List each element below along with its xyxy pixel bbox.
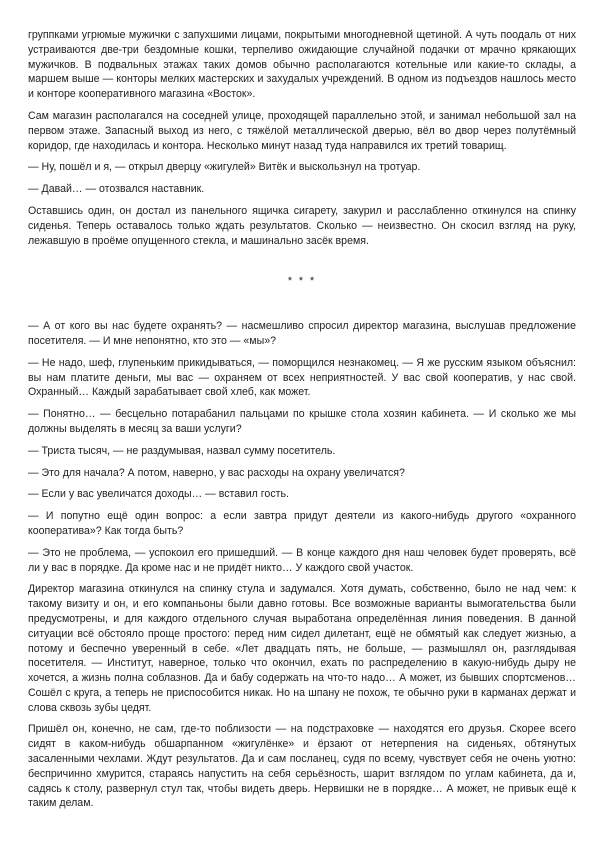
dialogue-line: — Не надо, шеф, глупеньким прикидываться, — поморщился незнакомец. — Я же русским языком объяснил: вы нам платите деньги, мы вас — охраняем от всех неприятностей. У вас свой кооператив, у нас свой. Охранный… Каждый зарабатывает свой хлеб, как может. (28, 356, 576, 399)
paragraph: группками угрюмые мужички с запухшими лицами, покрытыми многодневной щетиной. А чуть поодаль от них устраиваются две-три бездомные кошки, терпеливо ожидающие случайной подачки от мрачно крякающих мужичков. В подвальных этажах таких домов обычно располагаются котельные или какие-то склады, а маршем выше — конторы мелких мастерских и захудалых учреждений. В одном из подъездов нашлось место и конторе кооперативного магазина «Восток». (28, 29, 576, 101)
dialogue-line: — Давай… — отозвался наставник. (28, 183, 205, 196)
paragraph: Оставшись один, он достал из панельного ящичка сигарету, закурил и расслабленно откинулся на спинку сиденья. Теперь оставалось только ждать результатов. Сколько — неизвестно. Он скосил взгляд на руку, лежавшую в проёме опущенного стекла, и машинально засёк время. (28, 204, 576, 247)
dialogue-line: — И попутно ещё один вопрос: а если завтра придут деятели из какого-нибудь другого «охранного кооператива»? Как тогда быть? (28, 510, 576, 537)
dialogue-line: — Триста тысяч, — не раздумывая, назвал сумму посетитель. (28, 444, 336, 457)
dialogue-line: — Ну, пошёл и я, — открыл дверцу «жигулей» Витёк и выскользнул на тротуар. (28, 161, 421, 174)
dialogue-line: — Это для начала? А потом, наверно, у вас расходы на охрану увеличатся? (28, 466, 405, 479)
section-separator: * * * (287, 275, 317, 288)
dialogue-line: — А от кого вы нас будете охранять? — насмешливо спросил директор магазина, выслушав предложение посетителя. — И мне непонятно, кто это — «мы»? (28, 320, 576, 347)
dialogue-line: — Если у вас увеличатся доходы… — вставил гость. (28, 488, 289, 501)
paragraph: Сам магазин располагался на соседней улице, проходящей параллельно этой, и занимал небольшой зал на первом этаже. Запасный выход из него, с тяжёлой металлической дверью, вёл во двор через полутёмный коридор, где находилась и контора. Несколько минут назад туда направился их третий товарищ. (28, 109, 576, 152)
paragraph: Пришёл он, конечно, не сам, где-то поблизости — на подстраховке — находятся его друзья. Скорее всего сидят в каком-нибудь обшарпанном «жигулёнке» и ёрзают от нетерпения на сиденьях, обтянутых засаленными чехлами. Ждут результатов. Да и сам посланец, судя по всему, чувствует себя не очень уютно: беспричинно хмурится, стараясь напустить на себя серьёзность, шарит взглядом по углам кабинета, да и, садясь к столу, развернул стул так, чтобы видеть дверь. Нервишки не в порядке… А может, не привык ещё к таким делам. (28, 723, 576, 810)
document-page (28, 28, 576, 818)
paragraph: Директор магазина откинулся на спинку стула и задумался. Хотя думать, собственно, было не над чем: к такому визиту и он, и его компаньоны были давно готовы. Все возможные варианты вымогательства были предусмотрены, и для каждого отдельного случая выработана определённая линия поведения. В данной ситуации всё обстояло проще простого: перед ним сидел дилетант, ещё не обмятый как следует жизнью, а потому и беспечно уверенный в себе. «Лет двадцать пять, не больше, — размышлял он, разглядывая посетителя. — Институт, наверное, только что окончил, ехать по распределению в какую-нибудь дыру не хочется, а жизнь полна соблазнов. Да и бабу содержать на что-то надо… А может, из бывших спортсменов… Сошёл с круга, а теперь не приспособится никак. Но на шпану не похож, те обычно руки в карманах держат и слова сквозь зубы цедят. (28, 583, 576, 714)
dialogue-line: — Это не проблема, — успокоил его пришедший. — В конце каждого дня наш человек будет проверять, всё ли у вас в порядке. Да кроме нас и не придёт никто… У каждого свой участок. (28, 546, 576, 574)
dialogue-line: — Понятно… — бесцельно потарабанил пальцами по крышке стола хозяин кабинета. — И сколько же мы должны выделять в месяц за ваши услуги? (28, 408, 576, 435)
